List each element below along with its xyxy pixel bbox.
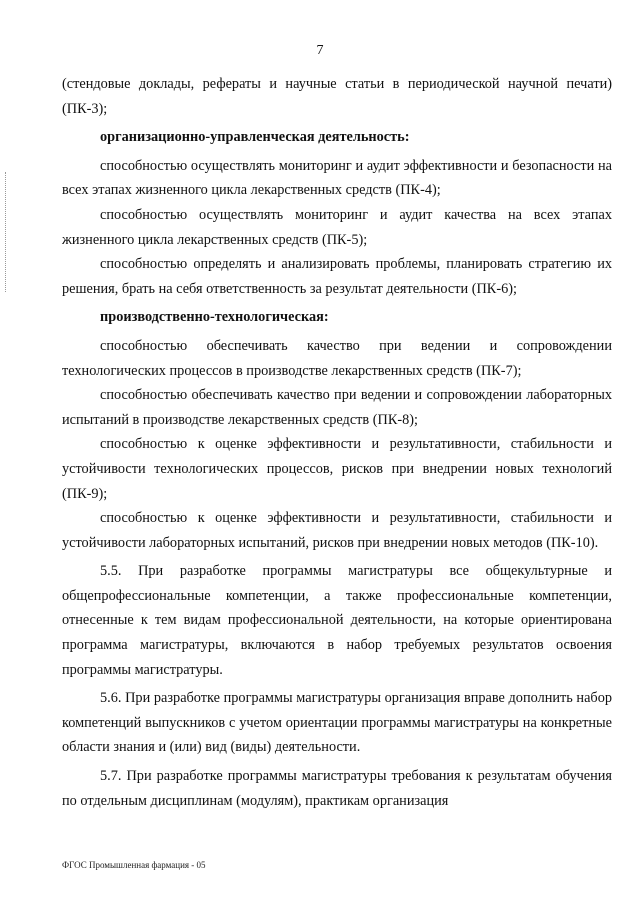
paragraph-pk4: способностью осуществлять мониторинг и аудит эффективности и безопасности на всех этапах жизненного цикла лекарственных средств (ПК-4); [62, 157, 612, 199]
scan-margin-mark [5, 172, 8, 292]
document-body [62, 72, 612, 813]
paragraph-pk6: способностью определять и анализировать проблемы, планировать стратегию их решения, брать на себя ответственность за результат деятельности (ПК-6); [62, 256, 612, 297]
footer-label: ФГОС Промышленная фармация - 05 [62, 860, 206, 870]
paragraph-pk5: способностью осуществлять мониторинг и аудит качества на всех этапах жизненного цикла лекарственных средств (ПК-5); [62, 206, 612, 248]
heading-organizational: организационно-управленческая деятельность: [100, 129, 410, 146]
paragraph-pk3: (стендовые доклады, рефераты и научные статьи в периодической научной печати) (ПК-3); [62, 76, 612, 117]
paragraph-pk8: способностью обеспечивать качество при ведении и сопровождении лабораторных испытаний в производстве лекарственных средств (ПК-8); [62, 387, 612, 428]
paragraph-5-7: 5.7. При разработке программы магистратуры требования к результатам обучения по отдельным дисциплинам (модулям), практикам организация [62, 768, 612, 809]
paragraph-pk10: способностью к оценке эффективности и результативности, стабильности и устойчивости лабораторных испытаний, рисков при внедрении новых методов (ПК-10). [62, 510, 612, 551]
paragraph-5-5: 5.5. При разработке программы магистратуры все общекультурные и общепрофессиональные компетенции, а также профессиональные компетенции, отнесенные к тем видам профессиональной деятельности, на которые ориентирована программа магистратуры, включаются в набор требуемых результатов освоения программы магистратуры. [62, 563, 612, 678]
paragraph-5-6: 5.6. При разработке программы магистратуры организация вправе дополнить набор компетенций выпускников с учетом ориентации программы магистратуры на конкретные области знания и (или) вид (виды) деятельности. [62, 690, 612, 756]
paragraph-pk7: способностью обеспечивать качество при ведении и сопровождении технологических процессов в производстве лекарственных средств (ПК-7); [62, 337, 612, 379]
page-number: 7 [316, 43, 324, 58]
heading-production: производственно-технологическая: [100, 309, 329, 326]
paragraph-pk9: способностью к оценке эффективности и результативности, стабильности и устойчивости технологических процессов, рисков при внедрении новых технологий (ПК-9); [62, 436, 612, 502]
